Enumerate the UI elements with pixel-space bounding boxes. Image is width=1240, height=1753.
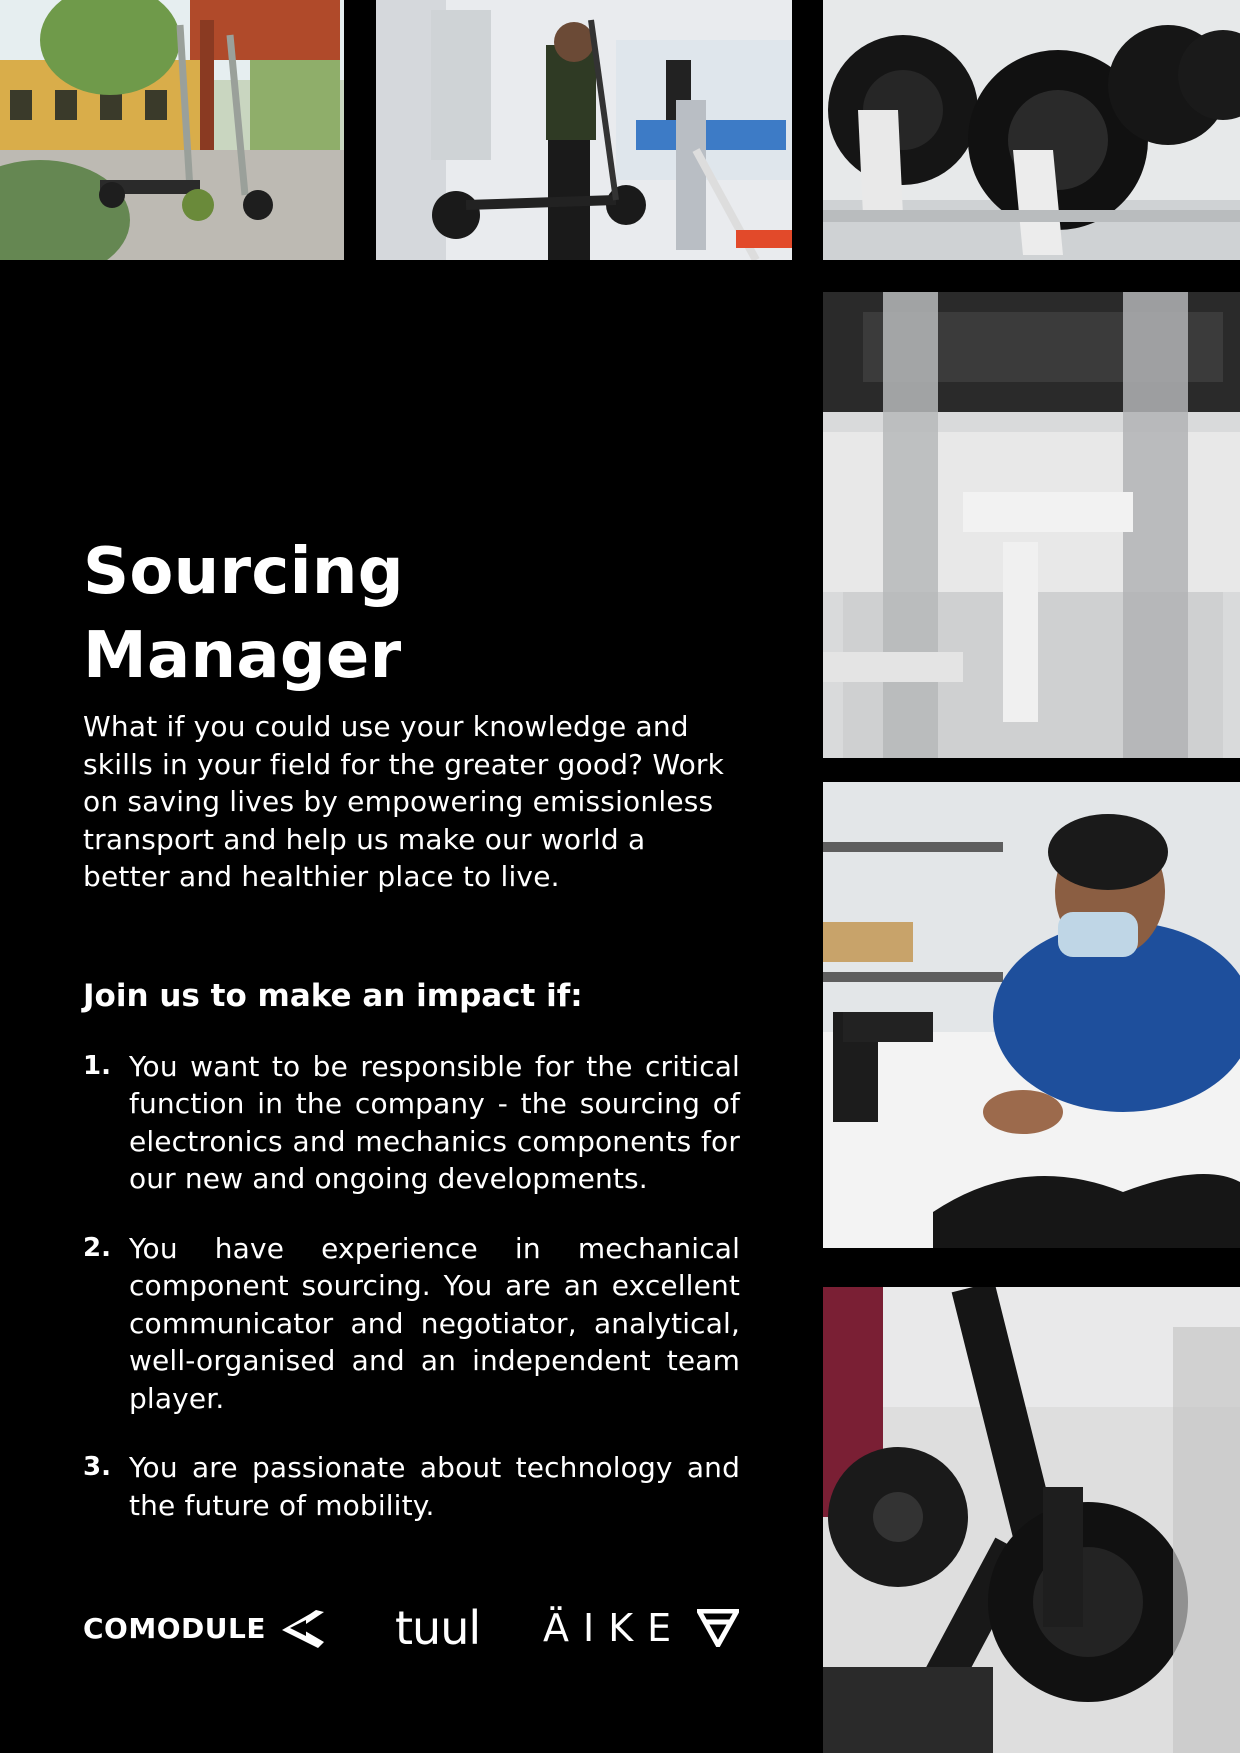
aike-logo xyxy=(543,1600,739,1656)
photo-assembly-worker xyxy=(823,782,1240,1248)
aike-triangle-icon xyxy=(697,1609,739,1647)
requirement-text: You want to be responsible for the critical function in the company - the sourcing of electronics and mechanics components for our new and ongoing developments. xyxy=(129,1049,740,1195)
requirement-number: 2. xyxy=(83,1232,111,1263)
comodule-mark-icon xyxy=(280,1606,328,1650)
requirement-text: You have experience in mechanical component sourcing. You are an excellent communicator and negotiator, analytical, well-organised and an independent team player. xyxy=(129,1231,740,1415)
tuul-logo xyxy=(395,1600,480,1656)
requirements-list xyxy=(83,1048,740,1525)
photo-scooters-outdoor xyxy=(0,0,344,260)
requirement-number: 3. xyxy=(83,1452,111,1482)
photo-scooter-wheels xyxy=(823,0,1240,260)
aike-wordmark: ÄIKE xyxy=(543,1606,686,1650)
photo-scooter-closeup xyxy=(823,1287,1240,1753)
requirement-number: 1. xyxy=(83,1050,111,1081)
job-title: Sourcing Manager xyxy=(83,535,404,693)
tuul-wordmark: tuul xyxy=(395,1601,481,1655)
comodule-logo xyxy=(83,1600,328,1656)
requirement-item xyxy=(83,1230,740,1418)
intro-paragraph: What if you could use your knowledge and skills in your field for the greater good? Work on saving lives by empowering emissionless transport and help us make our world a better and healthier place to live. xyxy=(83,710,725,893)
partner-logos xyxy=(83,1600,740,1656)
photo-workshop-technician xyxy=(376,0,792,260)
requirement-item xyxy=(83,1048,740,1198)
requirement-item xyxy=(83,1449,740,1524)
photo-scooter-frames xyxy=(823,292,1240,758)
job-description xyxy=(83,530,740,1556)
requirement-text: You are passionate about technology and the future of mobility. xyxy=(129,1451,740,1522)
requirements-heading: Join us to make an impact if: xyxy=(83,977,583,1014)
comodule-wordmark: COMODULE xyxy=(83,1611,266,1645)
